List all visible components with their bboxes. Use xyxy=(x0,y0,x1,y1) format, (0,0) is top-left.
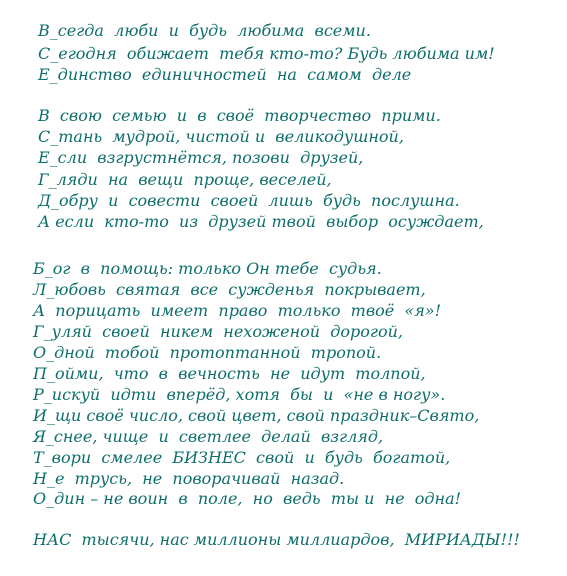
poem-line: О_дной тобой протоптанной тропой. xyxy=(33,343,382,362)
poem-line: А если кто-то из друзей твой выбор осуждает, xyxy=(38,212,484,231)
poem-line: НАС тысячи, нас миллионы миллиардов, МИРИАДЫ!!! xyxy=(33,530,520,549)
poem-line: Р_искуй идти вперёд, хотя бы и «не в ногу». xyxy=(33,385,446,404)
poem-line: С_егодня обижает тебя кто-то? Будь любима им! xyxy=(38,44,495,63)
poem-line: Я_снее, чище и светлее делай взгляд, xyxy=(33,427,384,446)
poem-line: О_дин – не воин в поле, но ведь ты и не одна! xyxy=(33,489,462,508)
poem-line: Т_вори смелее БИЗНЕС свой и будь богатой, xyxy=(33,448,451,467)
poem-line: П_ойми, что в вечность не идут толпой, xyxy=(33,364,426,383)
poem-line: И_щи своё число, свой цвет, свой праздник–Свято, xyxy=(33,406,480,425)
poem-line: Е_сли взгрустнётся, позови друзей, xyxy=(38,148,364,167)
poem-line: С_тань мудрой, чистой и великодушной, xyxy=(38,127,404,146)
poem-line: В_сегда люби и будь любима всеми. xyxy=(38,21,371,40)
poem-line: Г_уляй своей никем нехоженой дорогой, xyxy=(33,322,404,341)
poem-line: А порицать имеет право только твоё «я»! xyxy=(33,301,442,320)
poem-line: Б_ог в помощь: только Он тебе судья. xyxy=(33,259,382,278)
poem-line: Е_динство единичностей на самом деле xyxy=(38,65,412,84)
poem-line: Л_юбовь святая все сужденья покрывает, xyxy=(33,280,426,299)
poem-line: В свою семью и в своё творчество прими. xyxy=(38,106,441,125)
poem-line: Д_обру и совести своей лишь будь послушна. xyxy=(38,191,460,210)
poem-line: Г_ляди на вещи проще, веселей, xyxy=(38,170,332,189)
poem-line: Н_е трусь, не поворачивай назад. xyxy=(33,469,345,488)
